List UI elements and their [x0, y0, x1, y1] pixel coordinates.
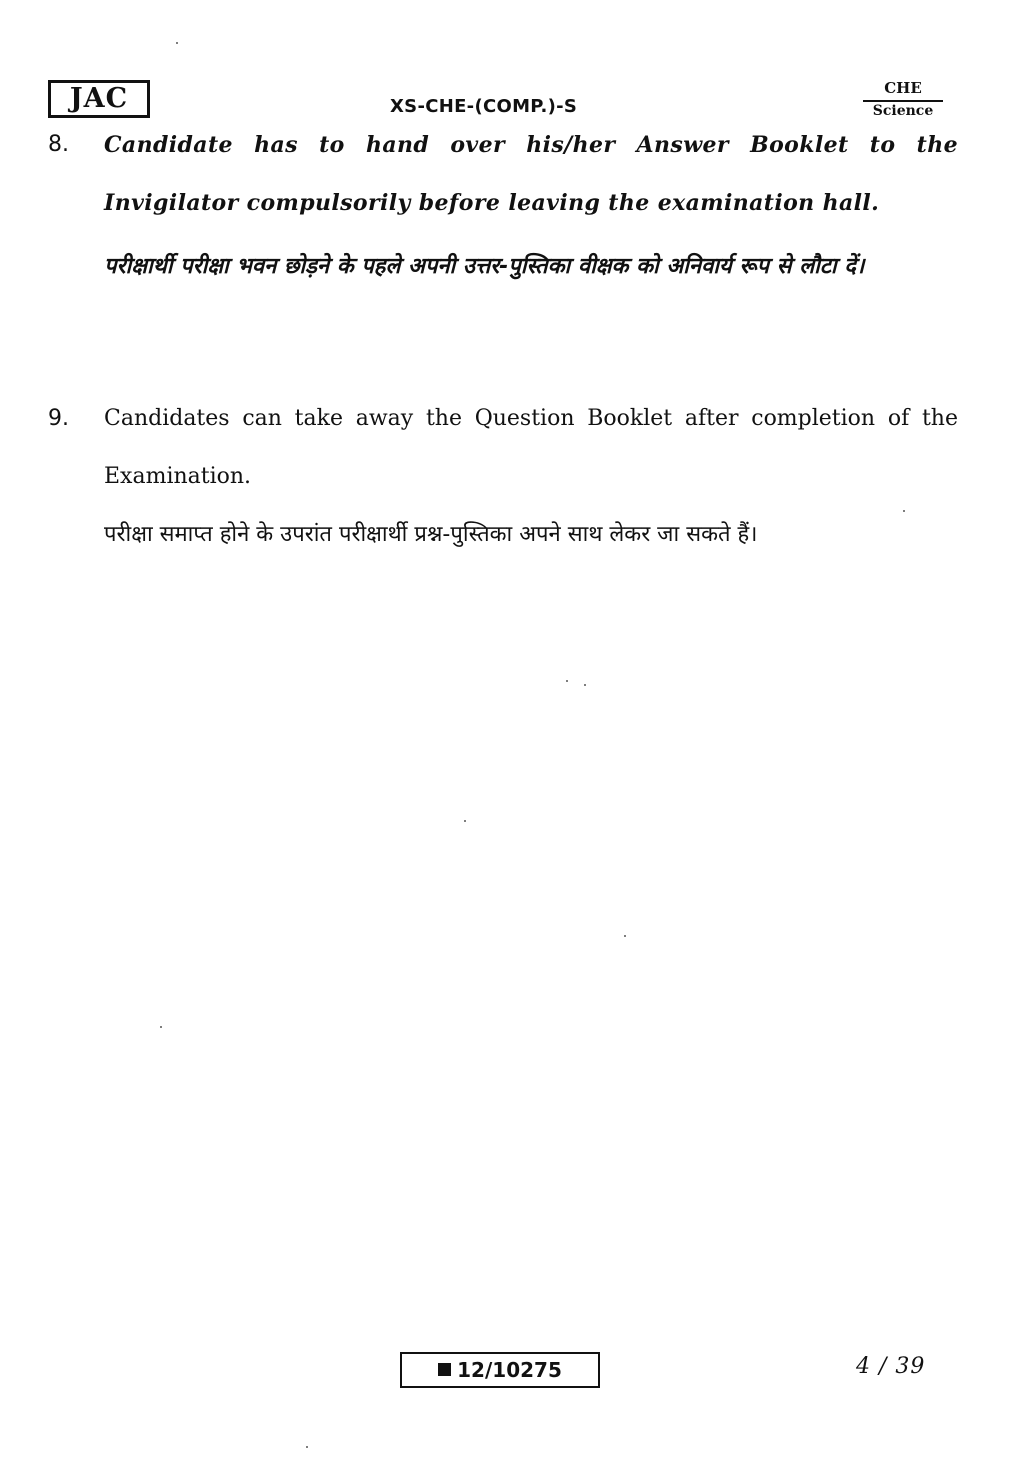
scan-speck — [176, 42, 178, 44]
scan-speck — [566, 680, 568, 682]
scan-speck — [903, 510, 905, 512]
scan-speck — [584, 684, 586, 686]
instruction-hindi-text: परीक्षार्थी परीक्षा भवन छोड़ने के पहले अपनी उत्तर-पुस्तिका वीक्षक को अनिवार्य रूप से लौटा दें। — [104, 254, 865, 279]
jac-badge: JAC — [48, 80, 150, 118]
page-number: 4 / 39 — [856, 1354, 926, 1379]
instruction-body — [104, 116, 958, 302]
subject-name: Science — [872, 103, 934, 119]
instruction-number: 9. — [48, 406, 69, 431]
instruction-body — [104, 390, 958, 564]
scan-speck — [464, 820, 466, 822]
instruction-hindi-text: परीक्षा समाप्त होने के उपरांत परीक्षार्थी प्रश्न-पुस्तिका अपने साथ लेकर जा सकते हैं। — [104, 522, 758, 547]
instruction-english-text: Candidate has to hand over his/her Answer Booklet to the Invigilator compulsorily before leaving the examination hall. — [104, 132, 958, 216]
instruction-english-text: Candidates can take away the Question Booklet after completion of the Examination. — [104, 406, 958, 489]
paper-code: XS-CHE-(COMP.)-S — [390, 96, 578, 117]
subject-code: CHE — [863, 78, 943, 102]
scan-speck — [306, 1446, 308, 1448]
booklet-code: 12/10275 — [457, 1358, 562, 1382]
booklet-code-box — [400, 1352, 600, 1388]
subject-label — [858, 78, 948, 120]
instruction-number: 8. — [48, 132, 69, 157]
instruction-item-8 — [48, 116, 958, 302]
scan-speck — [624, 935, 626, 937]
black-square-icon — [438, 1363, 451, 1376]
instruction-item-9 — [48, 390, 958, 564]
scan-speck — [160, 1026, 162, 1028]
